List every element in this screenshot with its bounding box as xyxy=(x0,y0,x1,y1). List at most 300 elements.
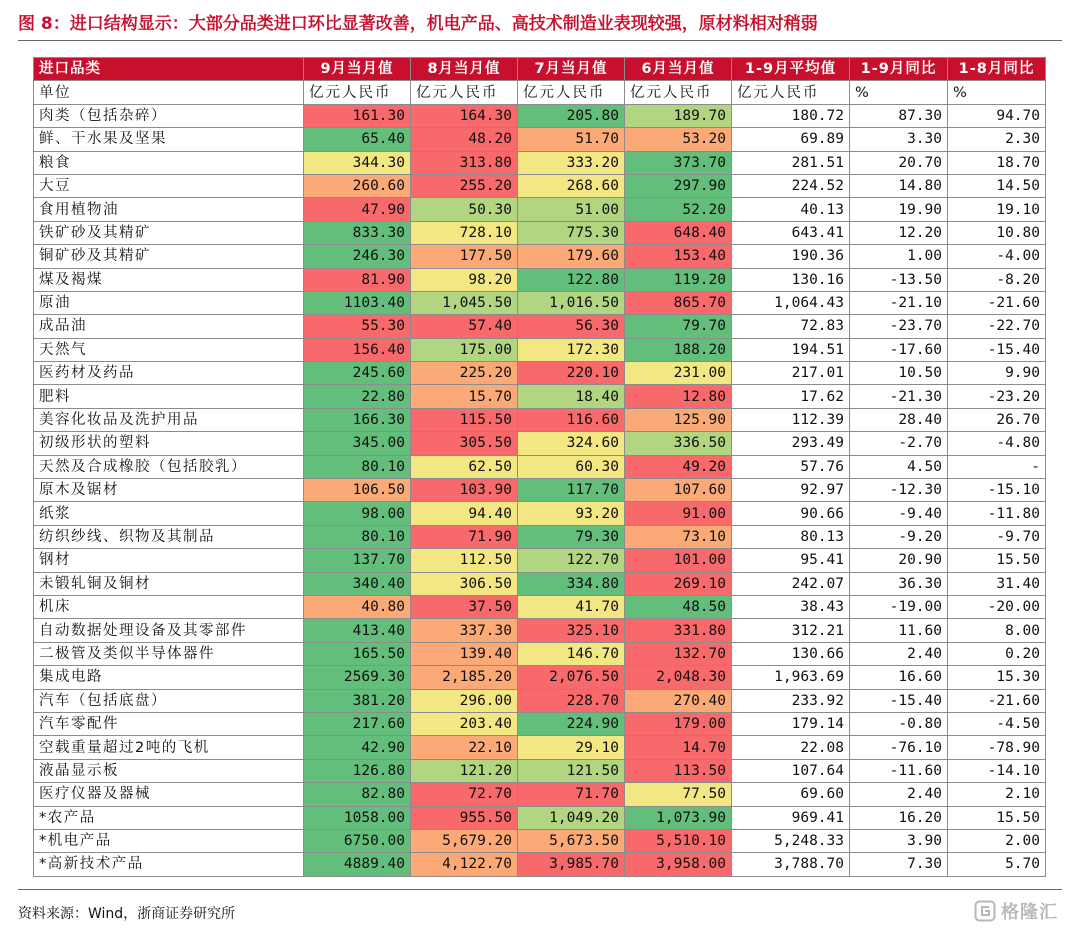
monthly-value: 122.70 xyxy=(518,549,625,572)
monthly-value: 50.30 xyxy=(411,198,518,221)
yoy-value: 16.20 xyxy=(850,806,948,829)
header-jun: 6月当月值 xyxy=(625,58,732,81)
monthly-value: 2569.30 xyxy=(304,666,411,689)
table-row xyxy=(34,689,1046,712)
average-value: 112.39 xyxy=(732,408,850,431)
monthly-value: 2,076.50 xyxy=(518,666,625,689)
yoy-value: 2.00 xyxy=(948,829,1046,852)
category-name: 汽车（包括底盘） xyxy=(34,689,304,712)
monthly-value: 72.70 xyxy=(411,783,518,806)
average-value: 57.76 xyxy=(732,455,850,478)
units-row xyxy=(34,81,1046,104)
monthly-value: 107.60 xyxy=(625,479,732,502)
category-name: 铜矿砂及其精矿 xyxy=(34,245,304,268)
monthly-value: 381.20 xyxy=(304,689,411,712)
monthly-value: 325.10 xyxy=(518,619,625,642)
monthly-value: 220.10 xyxy=(518,362,625,385)
yoy-value: 2.10 xyxy=(948,783,1046,806)
yoy-value: -9.40 xyxy=(850,502,948,525)
monthly-value: 103.90 xyxy=(411,479,518,502)
monthly-value: 955.50 xyxy=(411,806,518,829)
average-value: 3,788.70 xyxy=(732,853,850,876)
monthly-value: 15.70 xyxy=(411,385,518,408)
header-sep: 9月当月值 xyxy=(304,58,411,81)
monthly-value: 52.20 xyxy=(625,198,732,221)
yoy-value: 12.20 xyxy=(850,221,948,244)
category-name: 原木及锯材 xyxy=(34,479,304,502)
monthly-value: 80.10 xyxy=(304,455,411,478)
monthly-value: 49.20 xyxy=(625,455,732,478)
yoy-value: -15.40 xyxy=(850,689,948,712)
category-name: 汽车零配件 xyxy=(34,712,304,735)
monthly-value: 5,510.10 xyxy=(625,829,732,852)
category-name: 大豆 xyxy=(34,174,304,197)
table-row xyxy=(34,829,1046,852)
table-row xyxy=(34,759,1046,782)
monthly-value: 313.80 xyxy=(411,151,518,174)
logo-text: 格隆汇 xyxy=(1001,902,1058,923)
table-row xyxy=(34,245,1046,268)
yoy-value: 31.40 xyxy=(948,572,1046,595)
table-row xyxy=(34,338,1046,361)
monthly-value: 51.00 xyxy=(518,198,625,221)
yoy-value: 28.40 xyxy=(850,408,948,431)
average-value: 69.60 xyxy=(732,783,850,806)
monthly-value: 5,673.50 xyxy=(518,829,625,852)
yoy-value: -20.00 xyxy=(948,595,1046,618)
monthly-value: 270.40 xyxy=(625,689,732,712)
header-avg: 1-9月平均值 xyxy=(732,58,850,81)
monthly-value: 225.20 xyxy=(411,362,518,385)
source-note: 资料来源：Wind，浙商证券研究所 xyxy=(18,906,236,922)
average-value: 643.41 xyxy=(732,221,850,244)
yoy-value: 36.30 xyxy=(850,572,948,595)
monthly-value: 122.80 xyxy=(518,268,625,291)
monthly-value: 14.70 xyxy=(625,736,732,759)
monthly-value: 205.80 xyxy=(518,104,625,127)
yoy-value: 19.10 xyxy=(948,198,1046,221)
yoy-value: -11.60 xyxy=(850,759,948,782)
monthly-value: 297.90 xyxy=(625,174,732,197)
average-value: 130.66 xyxy=(732,642,850,665)
monthly-value: 217.60 xyxy=(304,712,411,735)
yoy-value: -21.60 xyxy=(948,689,1046,712)
average-value: 92.97 xyxy=(732,479,850,502)
category-name: 医药材及药品 xyxy=(34,362,304,385)
monthly-value: 1,049.20 xyxy=(518,806,625,829)
unit-cell: % xyxy=(948,81,1046,104)
yoy-value: -21.30 xyxy=(850,385,948,408)
yoy-value: 14.80 xyxy=(850,174,948,197)
watermark-logo xyxy=(974,898,1058,924)
yoy-value: 7.30 xyxy=(850,853,948,876)
monthly-value: 4889.40 xyxy=(304,853,411,876)
monthly-value: 125.90 xyxy=(625,408,732,431)
monthly-value: 164.30 xyxy=(411,104,518,127)
monthly-value: 62.50 xyxy=(411,455,518,478)
monthly-value: 340.40 xyxy=(304,572,411,595)
monthly-value: 224.90 xyxy=(518,712,625,735)
average-value: 80.13 xyxy=(732,525,850,548)
monthly-value: 121.50 xyxy=(518,759,625,782)
monthly-value: 116.60 xyxy=(518,408,625,431)
monthly-value: 101.00 xyxy=(625,549,732,572)
category-name: 纸浆 xyxy=(34,502,304,525)
monthly-value: 177.50 xyxy=(411,245,518,268)
monthly-value: 1,045.50 xyxy=(411,291,518,314)
average-value: 5,248.33 xyxy=(732,829,850,852)
table-row xyxy=(34,525,1046,548)
category-name: 机床 xyxy=(34,595,304,618)
category-name: 肥料 xyxy=(34,385,304,408)
yoy-value: 8.00 xyxy=(948,619,1046,642)
monthly-value: 93.20 xyxy=(518,502,625,525)
monthly-value: 71.70 xyxy=(518,783,625,806)
table-row xyxy=(34,432,1046,455)
monthly-value: 165.50 xyxy=(304,642,411,665)
monthly-value: 42.90 xyxy=(304,736,411,759)
monthly-value: 106.50 xyxy=(304,479,411,502)
monthly-value: 255.20 xyxy=(411,174,518,197)
unit-cell: 亿元人民币 xyxy=(518,81,625,104)
average-value: 107.64 xyxy=(732,759,850,782)
average-value: 312.21 xyxy=(732,619,850,642)
monthly-value: 113.50 xyxy=(625,759,732,782)
monthly-value: 153.40 xyxy=(625,245,732,268)
monthly-value: 228.70 xyxy=(518,689,625,712)
yoy-value: -2.70 xyxy=(850,432,948,455)
average-value: 40.13 xyxy=(732,198,850,221)
category-name: *机电产品 xyxy=(34,829,304,852)
table-row xyxy=(34,174,1046,197)
unit-cell: % xyxy=(850,81,948,104)
monthly-value: 203.40 xyxy=(411,712,518,735)
yoy-value: -12.30 xyxy=(850,479,948,502)
yoy-value: 1.00 xyxy=(850,245,948,268)
category-name: 肉类（包括杂碎） xyxy=(34,104,304,127)
monthly-value: 156.40 xyxy=(304,338,411,361)
monthly-value: 179.00 xyxy=(625,712,732,735)
yoy-value: -4.80 xyxy=(948,432,1046,455)
average-value: 281.51 xyxy=(732,151,850,174)
average-value: 72.83 xyxy=(732,315,850,338)
yoy-value: 2.30 xyxy=(948,128,1046,151)
monthly-value: 51.70 xyxy=(518,128,625,151)
glh-logo-icon xyxy=(974,900,996,922)
category-name: 空载重量超过2吨的飞机 xyxy=(34,736,304,759)
monthly-value: 56.30 xyxy=(518,315,625,338)
monthly-value: 413.40 xyxy=(304,619,411,642)
monthly-value: 175.00 xyxy=(411,338,518,361)
monthly-value: 344.30 xyxy=(304,151,411,174)
table-row xyxy=(34,268,1046,291)
monthly-value: 833.30 xyxy=(304,221,411,244)
monthly-value: 260.60 xyxy=(304,174,411,197)
monthly-value: 1058.00 xyxy=(304,806,411,829)
yoy-value: -0.80 xyxy=(850,712,948,735)
monthly-value: 3,958.00 xyxy=(625,853,732,876)
yoy-value: 14.50 xyxy=(948,174,1046,197)
table-row xyxy=(34,221,1046,244)
title-divider xyxy=(18,40,1062,41)
table-row xyxy=(34,151,1046,174)
monthly-value: 41.70 xyxy=(518,595,625,618)
monthly-value: 5,679.20 xyxy=(411,829,518,852)
table-row xyxy=(34,315,1046,338)
yoy-value: 18.70 xyxy=(948,151,1046,174)
monthly-value: 47.90 xyxy=(304,198,411,221)
monthly-value: 48.50 xyxy=(625,595,732,618)
yoy-value: -23.70 xyxy=(850,315,948,338)
table-row xyxy=(34,128,1046,151)
table-row xyxy=(34,408,1046,431)
yoy-value: -78.90 xyxy=(948,736,1046,759)
average-value: 194.51 xyxy=(732,338,850,361)
monthly-value: 728.10 xyxy=(411,221,518,244)
yoy-value: -15.10 xyxy=(948,479,1046,502)
monthly-value: 331.80 xyxy=(625,619,732,642)
yoy-value: -14.10 xyxy=(948,759,1046,782)
yoy-value: 2.40 xyxy=(850,783,948,806)
table-row xyxy=(34,853,1046,876)
monthly-value: 80.10 xyxy=(304,525,411,548)
yoy-value: 5.70 xyxy=(948,853,1046,876)
category-name: 美容化妆品及洗护用品 xyxy=(34,408,304,431)
monthly-value: 37.50 xyxy=(411,595,518,618)
monthly-value: 305.50 xyxy=(411,432,518,455)
yoy-value: -9.20 xyxy=(850,525,948,548)
average-value: 130.16 xyxy=(732,268,850,291)
table-row xyxy=(34,385,1046,408)
monthly-value: 269.10 xyxy=(625,572,732,595)
footer-divider xyxy=(18,889,1062,890)
yoy-value: 19.90 xyxy=(850,198,948,221)
unit-cell: 亿元人民币 xyxy=(304,81,411,104)
yoy-value: 20.90 xyxy=(850,549,948,572)
figure-title: 图 8：进口结构显示：大部分品类进口环比显著改善，机电产品、高技术制造业表现较强，原材料相对稍弱 xyxy=(18,14,818,34)
yoy-value: 2.40 xyxy=(850,642,948,665)
yoy-value: -13.50 xyxy=(850,268,948,291)
monthly-value: 60.30 xyxy=(518,455,625,478)
yoy-value: 15.50 xyxy=(948,806,1046,829)
average-value: 293.49 xyxy=(732,432,850,455)
category-name: 二极管及类似半导体器件 xyxy=(34,642,304,665)
yoy-value: 11.60 xyxy=(850,619,948,642)
category-name: 钢材 xyxy=(34,549,304,572)
yoy-value: 9.90 xyxy=(948,362,1046,385)
monthly-value: 1,073.90 xyxy=(625,806,732,829)
average-value: 38.43 xyxy=(732,595,850,618)
table-row xyxy=(34,455,1046,478)
monthly-value: 65.40 xyxy=(304,128,411,151)
category-name: 初级形状的塑料 xyxy=(34,432,304,455)
category-name: 鲜、干水果及坚果 xyxy=(34,128,304,151)
yoy-value: -15.40 xyxy=(948,338,1046,361)
yoy-value: -4.50 xyxy=(948,712,1046,735)
monthly-value: 98.20 xyxy=(411,268,518,291)
category-name: 煤及褐煤 xyxy=(34,268,304,291)
import-structure-table xyxy=(33,57,1046,877)
average-value: 90.66 xyxy=(732,502,850,525)
monthly-value: 2,185.20 xyxy=(411,666,518,689)
table-row xyxy=(34,666,1046,689)
monthly-value: 337.30 xyxy=(411,619,518,642)
table-row xyxy=(34,712,1046,735)
monthly-value: 137.70 xyxy=(304,549,411,572)
yoy-value: -8.20 xyxy=(948,268,1046,291)
monthly-value: 48.20 xyxy=(411,128,518,151)
monthly-value: 126.80 xyxy=(304,759,411,782)
yoy-value: -9.70 xyxy=(948,525,1046,548)
monthly-value: 246.30 xyxy=(304,245,411,268)
monthly-value: 333.20 xyxy=(518,151,625,174)
yoy-value: 15.50 xyxy=(948,549,1046,572)
monthly-value: 94.40 xyxy=(411,502,518,525)
yoy-value: 10.80 xyxy=(948,221,1046,244)
category-name: 纺织纱线、织物及其制品 xyxy=(34,525,304,548)
monthly-value: 296.00 xyxy=(411,689,518,712)
unit-cell: 亿元人民币 xyxy=(732,81,850,104)
monthly-value: 306.50 xyxy=(411,572,518,595)
header-aug: 8月当月值 xyxy=(411,58,518,81)
monthly-value: 231.00 xyxy=(625,362,732,385)
monthly-value: 1103.40 xyxy=(304,291,411,314)
monthly-value: 98.00 xyxy=(304,502,411,525)
monthly-value: 139.40 xyxy=(411,642,518,665)
yoy-value: 10.50 xyxy=(850,362,948,385)
monthly-value: 172.30 xyxy=(518,338,625,361)
table-row xyxy=(34,642,1046,665)
average-value: 17.62 xyxy=(732,385,850,408)
unit-cell: 亿元人民币 xyxy=(625,81,732,104)
monthly-value: 132.70 xyxy=(625,642,732,665)
monthly-value: 22.10 xyxy=(411,736,518,759)
average-value: 1,963.69 xyxy=(732,666,850,689)
category-name: 天然及合成橡胶（包括胶乳） xyxy=(34,455,304,478)
monthly-value: 6750.00 xyxy=(304,829,411,852)
monthly-value: 112.50 xyxy=(411,549,518,572)
category-name: 铁矿砂及其精矿 xyxy=(34,221,304,244)
category-name: 液晶显示板 xyxy=(34,759,304,782)
yoy-value: - xyxy=(948,455,1046,478)
monthly-value: 3,985.70 xyxy=(518,853,625,876)
header-yoy-1-9: 1-9月同比 xyxy=(850,58,948,81)
monthly-value: 18.40 xyxy=(518,385,625,408)
monthly-value: 12.80 xyxy=(625,385,732,408)
category-name: 未锻轧铜及铜材 xyxy=(34,572,304,595)
monthly-value: 1,016.50 xyxy=(518,291,625,314)
monthly-value: 53.20 xyxy=(625,128,732,151)
average-value: 69.89 xyxy=(732,128,850,151)
category-name: 集成电路 xyxy=(34,666,304,689)
monthly-value: 81.90 xyxy=(304,268,411,291)
header-row xyxy=(34,58,1046,81)
category-name: 自动数据处理设备及其零部件 xyxy=(34,619,304,642)
header-yoy-1-8: 1-8月同比 xyxy=(948,58,1046,81)
table-row xyxy=(34,806,1046,829)
average-value: 969.41 xyxy=(732,806,850,829)
table-row xyxy=(34,572,1046,595)
monthly-value: 268.60 xyxy=(518,174,625,197)
header-category: 进口品类 xyxy=(34,58,304,81)
table-row xyxy=(34,104,1046,127)
monthly-value: 146.70 xyxy=(518,642,625,665)
monthly-value: 29.10 xyxy=(518,736,625,759)
yoy-value: -17.60 xyxy=(850,338,948,361)
category-name: *农产品 xyxy=(34,806,304,829)
yoy-value: -21.10 xyxy=(850,291,948,314)
monthly-value: 188.20 xyxy=(625,338,732,361)
category-name: 天然气 xyxy=(34,338,304,361)
monthly-value: 161.30 xyxy=(304,104,411,127)
category-name: 粮食 xyxy=(34,151,304,174)
yoy-value: 26.70 xyxy=(948,408,1046,431)
yoy-value: 94.70 xyxy=(948,104,1046,127)
yoy-value: -4.00 xyxy=(948,245,1046,268)
yoy-value: -19.00 xyxy=(850,595,948,618)
monthly-value: 73.10 xyxy=(625,525,732,548)
table-row xyxy=(34,783,1046,806)
yoy-value: 87.30 xyxy=(850,104,948,127)
monthly-value: 775.30 xyxy=(518,221,625,244)
average-value: 233.92 xyxy=(732,689,850,712)
category-name: 原油 xyxy=(34,291,304,314)
yoy-value: 16.60 xyxy=(850,666,948,689)
unit-label: 单位 xyxy=(34,81,304,104)
average-value: 242.07 xyxy=(732,572,850,595)
monthly-value: 648.40 xyxy=(625,221,732,244)
monthly-value: 71.90 xyxy=(411,525,518,548)
table-row xyxy=(34,291,1046,314)
yoy-value: 15.30 xyxy=(948,666,1046,689)
yoy-value: 0.20 xyxy=(948,642,1046,665)
yoy-value: -23.20 xyxy=(948,385,1046,408)
monthly-value: 82.80 xyxy=(304,783,411,806)
average-value: 180.72 xyxy=(732,104,850,127)
monthly-value: 334.80 xyxy=(518,572,625,595)
table-row xyxy=(34,479,1046,502)
category-name: 食用植物油 xyxy=(34,198,304,221)
monthly-value: 117.70 xyxy=(518,479,625,502)
average-value: 1,064.43 xyxy=(732,291,850,314)
monthly-value: 189.70 xyxy=(625,104,732,127)
table-row xyxy=(34,502,1046,525)
monthly-value: 4,122.70 xyxy=(411,853,518,876)
monthly-value: 345.00 xyxy=(304,432,411,455)
table-row xyxy=(34,549,1046,572)
monthly-value: 245.60 xyxy=(304,362,411,385)
monthly-value: 115.50 xyxy=(411,408,518,431)
monthly-value: 77.50 xyxy=(625,783,732,806)
monthly-value: 22.80 xyxy=(304,385,411,408)
table-row xyxy=(34,595,1046,618)
yoy-value: 20.70 xyxy=(850,151,948,174)
category-name: 医疗仪器及器械 xyxy=(34,783,304,806)
yoy-value: -76.10 xyxy=(850,736,948,759)
monthly-value: 324.60 xyxy=(518,432,625,455)
monthly-value: 166.30 xyxy=(304,408,411,431)
monthly-value: 40.80 xyxy=(304,595,411,618)
yoy-value: -21.60 xyxy=(948,291,1046,314)
monthly-value: 79.70 xyxy=(625,315,732,338)
table-row xyxy=(34,362,1046,385)
monthly-value: 91.00 xyxy=(625,502,732,525)
yoy-value: 3.90 xyxy=(850,829,948,852)
header-jul: 7月当月值 xyxy=(518,58,625,81)
average-value: 95.41 xyxy=(732,549,850,572)
monthly-value: 79.30 xyxy=(518,525,625,548)
yoy-value: -22.70 xyxy=(948,315,1046,338)
